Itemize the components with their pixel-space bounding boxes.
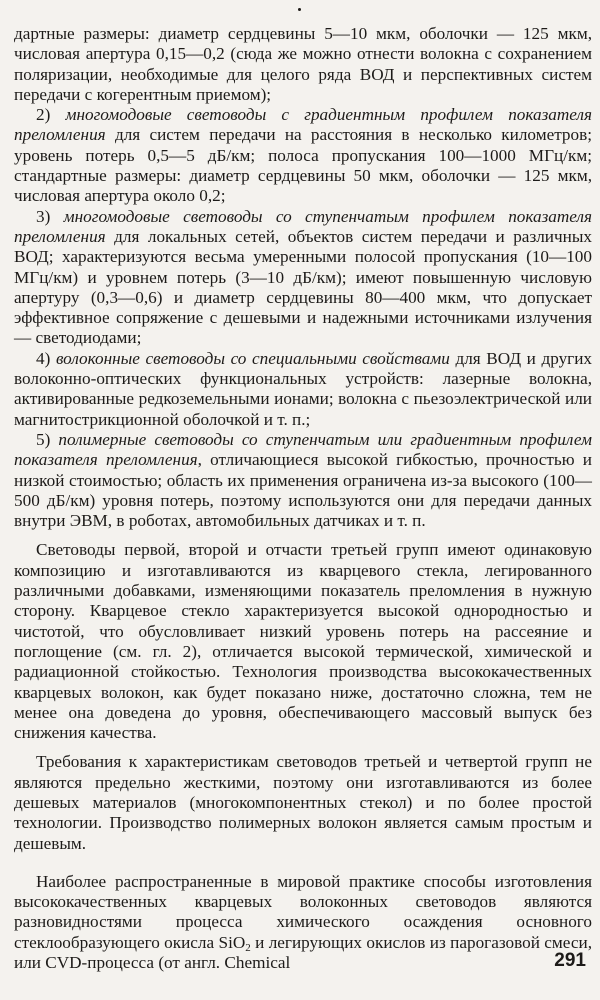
list-item-term: полимерные световоды со ступенчатым или градиентным профилем показателя преломления (14, 429, 592, 470)
list-item-term: многомодовые световоды со ступенчатым профилем показателя преломления (14, 206, 592, 246)
list-item-4: 4) волоконные световоды со специальными свойствами для ВОД и других волоконно-оптических функциональных устройств: лазерные волокна, активированные редкоземельными ионами; волокна с пьезоэлектрической или магнитострикционной оболочкой и т. п.; (14, 348, 592, 429)
paragraph-continuation: дартные размеры: диаметр сердцевины 5—10 мкм, оболочки — 125 мкм, числовая апертура 0,15—0,2 (сюда же можно отнести волокна с сохранением поляризации, необходимые для целого ряда ВОД и перспективных систем передачи с когерентным приемом); (14, 24, 592, 104)
list-item-2: 2) многомодовые световоды с градиентным профилем показателя преломления для систем передачи на расстояния в несколько километров; уровень потерь 0,5—5 дБ/км; полоса пропускания 100—1000 МГц/км; стандартные размеры: диаметр сердцевины 50 мкм, оболочки — 125 мкм, числовая апертура около 0,2; (14, 105, 592, 206)
page-number: 291 (554, 950, 586, 971)
paragraph-cvd-process: Наиболее распространенные в мировой практике способы изготовления высококачественных кварцевых волоконных световодов являются разновидностями процесса химического осаждения основного стеклообразующего окисла SiO$_2$ и легирующих окислов из парогазовой смеси, или CVD-процесса (от англ. Chemical (14, 871, 592, 973)
list-item-term: волоконные световоды со специальными свойствами (55, 348, 450, 368)
list-item-3: 3) многомодовые световоды со ступенчатым профилем показателя преломления для локальных сетей, объектов систем передачи и различных ВОД; характеризуются весьма умеренными полосой пропускания (10—100 МГц/км) и уровнем потерь (3—10 дБ/км); имеют повышенную числовую апертуру (0,3—0,6) и диаметр сердцевины 80—400 мкм, что допускает эффективное сопряжение с дешевыми и надежными источниками излучения — светодиодами; (14, 206, 592, 348)
list-item-5: 5) полимерные световоды со ступенчатым или градиентным профилем показателя преломления, отличающиеся высокой гибкостью, прочностью и низкой стоимостью; область их применения ограничена из-за высокого (100—500 дБ/км) уровня потерь, поэтому используются они для передачи данных внутри ЭВМ, в роботах, автомобильных датчиках и т. п. (14, 429, 592, 531)
print-speck (298, 8, 301, 11)
paragraph-quartz-fibers: Световоды первой, второй и отчасти третьей групп имеют одинаковую композицию и изготавливаются из кварцевого стекла, легированного различными добавками, изменяющими показатель преломления в нужную сторону. Кварцевое стекло характеризуется высокой однородностью и чистотой, что обусловливает низкий уровень потерь на рассеяние и поглощение (см. гл. 2), отличается высокой термической, химической и радиационной стойкостью. Технология производства высококачественных кварцевых волокон, как будет показано ниже, достаточно сложна, тем не менее она доведена до уровня, обеспечивающего массовый выпуск без снижения качества. (14, 540, 592, 743)
subscript-2: 2 (245, 941, 251, 954)
paragraph-requirements: Требования к характеристикам световодов третьей и четвертой групп не являются предельно жесткими, поэтому они изготавливаются из более дешевых материалов (многокомпонентных стекол) и по более простой технологии. Производство полимерных волокон является самым простым и дешевым. (14, 752, 592, 853)
list-item-term: многомодовые световоды с градиентным профилем показателя преломления (14, 105, 592, 145)
